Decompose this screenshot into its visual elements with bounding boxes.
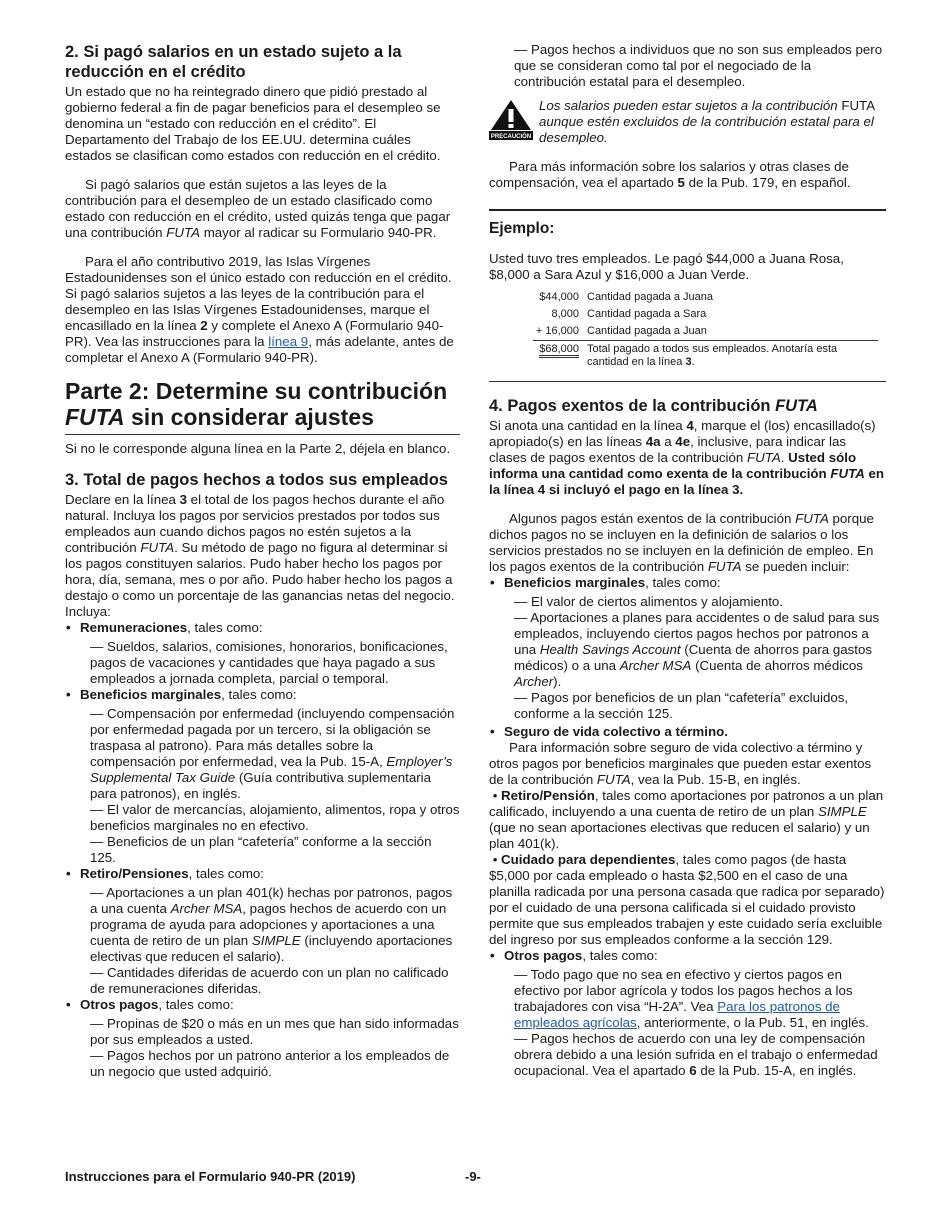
bullet-seguro-vida: • Seguro de vida colectivo a término. xyxy=(489,724,886,740)
example-amount: + 16,000 xyxy=(533,323,583,341)
section-3-title: 3. Total de pagos hechos a todos sus empleados xyxy=(65,471,448,489)
bullet-cuidado-dependientes: • Cuidado para dependientes, tales como pagos (de hasta $5,000 por cada empleado o hasta $2,500 en el caso de una planilla radicada por una persona casada que radica por separado) por el cuidado de una persona calificada si el cuidado provisto permite que sus empleados trabajen y este cuidado sería excluible del ingreso por sus empleados conforme a la sección 129. xyxy=(489,852,885,947)
example-amount: 8,000 xyxy=(551,308,579,320)
example-top-rule xyxy=(489,209,886,211)
otros-pagos-item-2: — Pagos hechos por un patrono anterior a los empleados de un negocio que usted adquirió. xyxy=(90,1048,450,1079)
linea-9-link[interactable]: línea 9 xyxy=(268,334,309,349)
example-total-desc: Total pagado a todos sus empleados. Anotaría esta cantidad en la línea 3. xyxy=(587,343,838,368)
left-column xyxy=(65,42,460,1080)
example-row-sara xyxy=(533,306,878,323)
section-4-title: 4. Pagos exentos de la contribución FUTA xyxy=(489,397,818,415)
parte-2-intro: Si no le corresponde alguna línea en la Parte 2, déjela en blanco. xyxy=(65,441,451,456)
caution-box xyxy=(489,98,886,146)
section-2-title: 2. Si pagó salarios en un estado sujeto a la reducción en el crédito xyxy=(65,43,402,81)
bullet-retiro-pension: • Retiro/Pensión, tales como aportaciones por patronos a un plan calificado, incluyendo a una cuenta de retiro de un plan SIMPLE (que no sean aportaciones electivas que reducen el salario) y un plan 401(k). xyxy=(489,788,884,851)
example-table xyxy=(533,289,878,371)
retiro-item-1: — Aportaciones a un plan 401(k) hechas por patronos, pagos a una cuenta Archer MSA, pagos hechos de acuerdo con un programa de ayuda para adopciones y aportaciones a una cuenta de retiro de un plan SIMPLE (incluyendo aportaciones electivas que reducen el salario). xyxy=(90,885,453,964)
caution-text: Los salarios pueden estar sujetos a la contribución FUTA aunque estén excluidos de la contribución estatal para el desempleo. xyxy=(539,98,876,145)
page-footer xyxy=(65,1169,886,1185)
example-amount: $44,000 xyxy=(539,291,579,303)
example-title: Ejemplo: xyxy=(489,220,555,237)
example-row-juana xyxy=(533,289,878,306)
top-continuation-item: — Pagos hechos a individuos que no son sus empleados pero que se consideran como tal por el negociado de la contribución estatal para el desempleo. xyxy=(514,42,883,89)
section-4-paragraph-1: Si anota una cantidad en la línea 4, marque el (los) encasillado(s) apropiado(s) en las líneas 4a a 4e, inclusive, para indicar las clases de pagos exentos de la contribución FUTA. Usted sólo informa una cantidad como exenta de la contribución FUTA en la línea 4 si incluyó el pago en la línea 3. xyxy=(489,418,885,497)
bullet-beneficios-marginales: • Beneficios marginales, tales como: xyxy=(65,687,460,703)
example-desc: Cantidad pagada a Juana xyxy=(587,291,713,303)
section-3-paragraph: Declare en la línea 3 el total de los pagos hechos durante el año natural. Incluya los pagos por servicios prestados por todos sus empleados aun cuando dichos pagos no estén sujetos a la contribución FUTA. Su método de pago no figura al determinar si los pagos constituyen salarios. Pudo haber hecho los pagos por hora, día, semana, mes o por año. Pudo haber hecho los pagos a destajo o como un porcentaje de las ganancias netas del negocio. Incluya: xyxy=(65,492,455,619)
bullet-remuneraciones: • Remuneraciones, tales como: xyxy=(65,620,460,636)
footer-title: Instrucciones para el Formulario 940-PR (2019) xyxy=(65,1169,356,1184)
exentos-beneficios-item-1: — El valor de ciertos alimentos y alojamiento. xyxy=(514,594,784,609)
retiro-item-2: — Cantidades diferidas de acuerdo con un plan no calificado de remuneraciones diferidas. xyxy=(90,965,449,996)
page-number: -9- xyxy=(465,1169,481,1184)
exentos-beneficios-item-3: — Pagos por beneficios de un plan “cafetería” excluidos, conforme a la sección 125. xyxy=(514,690,849,721)
example-row-total xyxy=(533,341,878,372)
seguro-vida-paragraph: Para información sobre seguro de vida colectivo a término y otros pagos por beneficios marginales que pueden estar exentos de la contribución FUTA, vea la Pub. 15-B, en inglés. xyxy=(489,740,872,787)
exentos-otros-item-2: — Pagos hechos de acuerdo con una ley de compensación obrera debido a una lesión sufrida en el trabajo o enfermedad ocupacional. Vea el apartado 6 de la Pub. 15-A, en inglés. xyxy=(514,1031,878,1078)
bullet-beneficios-marginales-exentos: • Beneficios marginales, tales como: xyxy=(489,575,886,591)
beneficios-item-1: — Compensación por enfermedad (incluyendo compensación por enfermedad pagada por un tercero, si la obligación se traspasa al patrono). Para más detalles sobre la compensación por enfermedad, vea la Pub. 15-A, Employer’s Supplemental Tax Guide (Guía contributiva suplementaria para patronos), en inglés. xyxy=(90,706,455,801)
caution-icon xyxy=(489,98,533,146)
beneficios-item-2: — El valor de mercancías, alojamiento, alimentos, ropa y otros beneficios marginales no en efectivo. xyxy=(90,802,460,833)
section-2-paragraph-2: Si pagó salarios que están sujetos a las leyes de la contribución para el desempleo de un estado clasificado como estado con reducción en el crédito, usted quizás tenga que pagar una contribución FUTA mayor al radicar su Formulario 940-PR. xyxy=(65,177,451,240)
example-text: Usted tuvo tres empleados. Le pagó $44,000 a Juana Rosa, $8,000 a Sara Azul y $16,000 a Juan Verde. xyxy=(489,251,844,282)
example-total-amount: $68,000 xyxy=(539,343,579,358)
more-info-paragraph: Para más información sobre los salarios y otras clases de compensación, vea el apartado 5 de la Pub. 179, en español. xyxy=(489,159,851,190)
example-bottom-rule xyxy=(489,381,886,382)
svg-text:PRECAUCIÓN: PRECAUCIÓN xyxy=(490,134,532,140)
otros-pagos-item-1: — Propinas de $20 o más en un mes que han sido informadas por sus empleados a usted. xyxy=(90,1016,459,1047)
parte-2-heading: Parte 2: Determine su contribución FUTA sin considerar ajustes xyxy=(65,378,460,435)
section-2-paragraph-3: Para el año contributivo 2019, las Islas Vírgenes Estadounidenses son el único estado con reducción en el crédito. Si pagó salarios sujetos a las leyes de la contribución para el desempleo en las Islas Vírgenes Estadounidenses, marque el encasillado en la línea 2 y complete el Anexo A (Formulario 940-PR). Vea las instrucciones para la línea 9, más adelante, antes de completar el Anexo A (Formulario 940-PR). xyxy=(65,254,454,365)
example-row-juan xyxy=(533,323,878,341)
right-column xyxy=(489,42,886,1079)
patronos-agricolas-link[interactable]: Para los patronos de empleados agrícolas xyxy=(514,999,840,1030)
exentos-otros-item-1: — Todo pago que no sea en efectivo y ciertos pagos en efectivo por labor agrícola y todos los pagos hechos a los trabajadores con visa “H-2A”. Vea Para los patronos de empleados agrícolas, anteriormente, o la Pub. 51, en inglés. xyxy=(514,967,869,1030)
bullet-retiro-pensiones: • Retiro/Pensiones, tales como: xyxy=(65,866,460,882)
section-4-paragraph-2: Algunos pagos están exentos de la contribución FUTA porque dichos pagos no se incluyen en la definición de salarios o los servicios prestados no se incluyen en la definición de empleo. En los pagos exentos de la contribución FUTA se pueden incluir: xyxy=(489,511,874,574)
beneficios-item-3: — Beneficios de un plan “cafetería” conforme a la sección 125. xyxy=(90,834,432,865)
bullet-otros-pagos: • Otros pagos, tales como: xyxy=(65,997,460,1013)
example-desc: Cantidad pagada a Sara xyxy=(587,308,707,320)
remuneraciones-item-1: — Sueldos, salarios, comisiones, honorarios, bonificaciones, pagos de vacaciones y cantidades que haya pagado a sus empleados a jornada completa, parcial o temporal. xyxy=(90,639,448,686)
bullet-otros-pagos-exentos: • Otros pagos, tales como: xyxy=(489,948,886,964)
exentos-beneficios-item-2: — Aportaciones a planes para accidentes o de salud para sus empleados, incluyendo ciertos pagos hechos por patronos a una Health Savings Account (Cuenta de ahorros para gastos médicos) o a una Archer MSA (Cuenta de ahorros médicos Archer). xyxy=(514,610,880,689)
section-2-paragraph-1: Un estado que no ha reintegrado dinero que pidió prestado al gobierno federal a fin de pagar beneficios para el desempleo se denomina un “estado con reducción en el crédito”. El Departamento del Trabajo de los EE.UU. determina cuáles estados se clasifican como estados con reducción en el crédito. xyxy=(65,84,441,163)
example-desc: Cantidad pagada a Juan xyxy=(583,323,878,341)
